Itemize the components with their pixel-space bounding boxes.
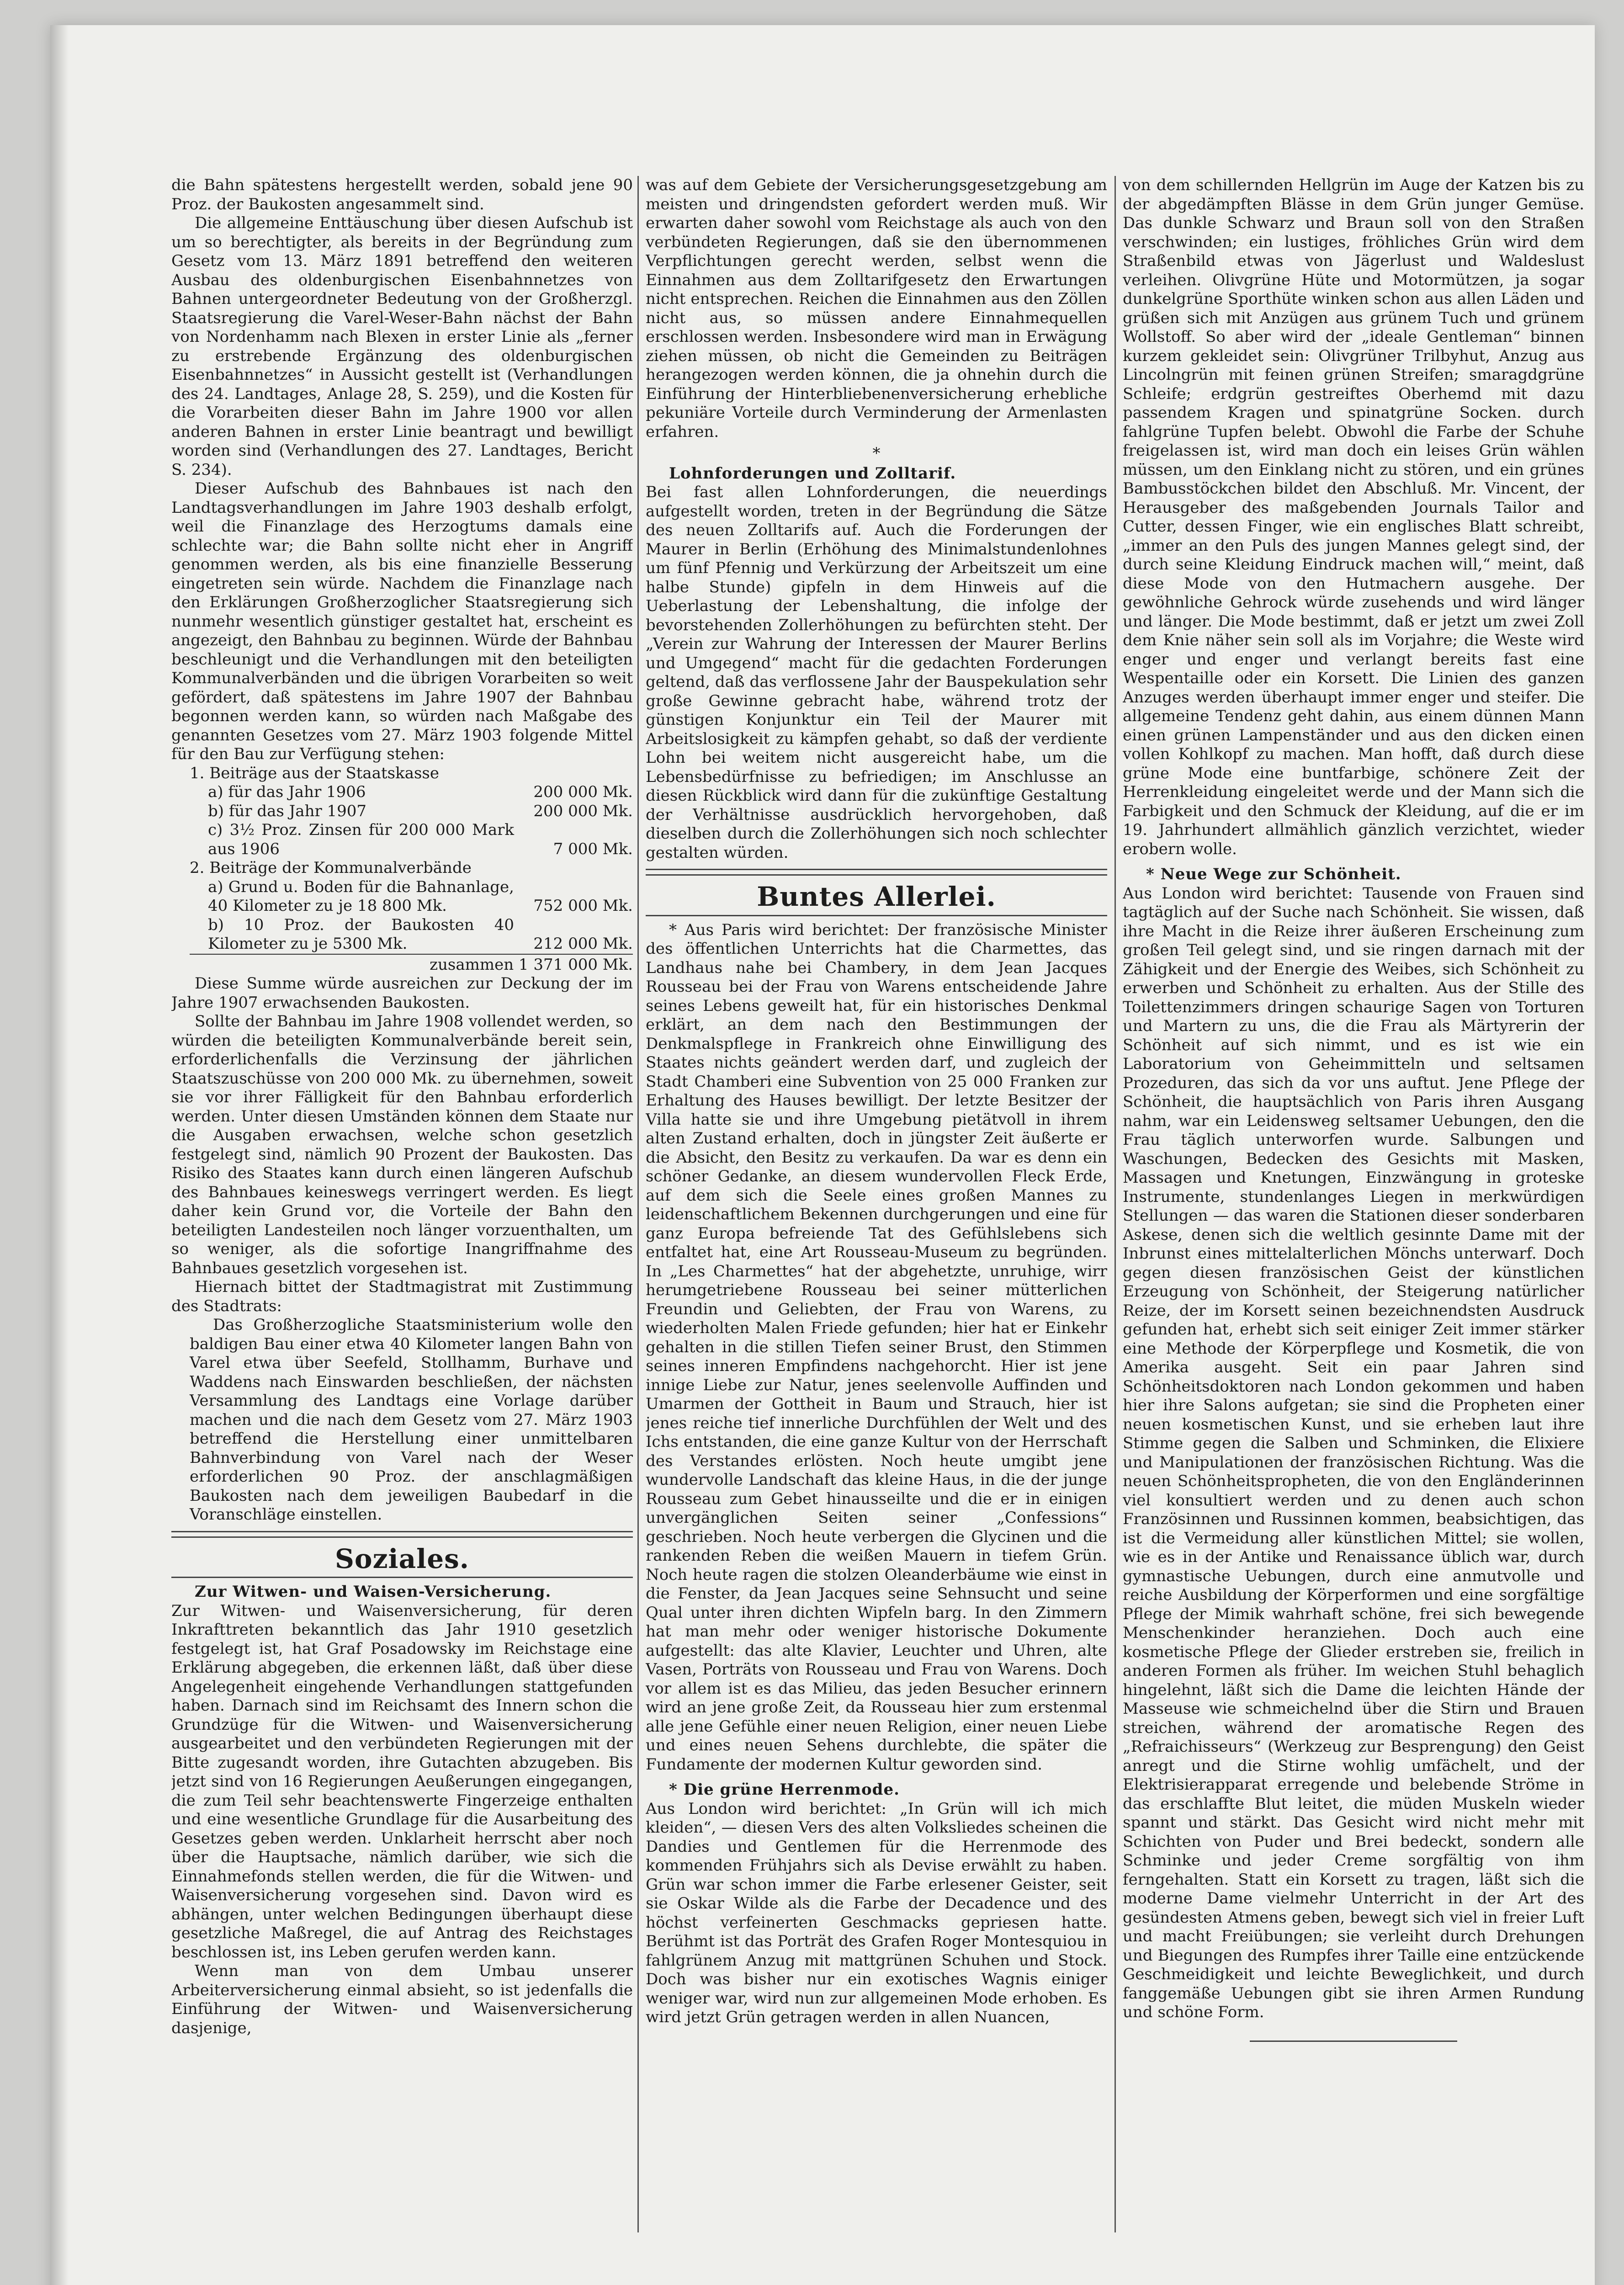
heading-rule (171, 1577, 633, 1578)
list-item: c) 3½ Proz. Zinsen für 200 000 Mark aus 1906 (208, 821, 514, 858)
list-item: a) für das Jahr 1906 (208, 783, 366, 801)
amount: 752 000 Mk. (533, 897, 633, 915)
amount: 7 000 Mk. (553, 840, 633, 858)
list-title: 2. Beiträge der Kommunalverbände (190, 859, 472, 877)
paragraph: Das Großherzogliche Staatsministerium wolle den baldigen Bau einer etwa 40 Kilometer langen Bahn von Varel etwa über Seefeld, Stollhamm, Burhave und Waddens nach Einswarden beschließen, der nächsten Versammlung des Landtags eine Vorlage darüber machen und die nach dem Gesetz vom 27. März 1903 betreffend die Herstellung einer unmittelbaren Bahnverbindung von Varel nach der Weser erforderlichen 90 Proz. der anschlagmäßigen Baukosten nach dem jeweiligen Baubedarf in die Voranschläge einstellen. (190, 1316, 633, 1524)
separator-star: * (872, 444, 881, 462)
list-item: b) 10 Proz. der Baukosten 40 Kilometer zu je 5300 Mk. (208, 915, 514, 953)
paragraph (171, 1583, 633, 1602)
amount: 200 000 Mk. (533, 783, 633, 801)
table-row (190, 878, 633, 916)
list-item: b) für das Jahr 1907 (208, 802, 367, 820)
paragraph: Hiernach bittet der Stadtmagistrat mit Zustimmung des Stadtrats: (171, 1278, 633, 1315)
section-divider (171, 1531, 633, 1538)
paragraph: die Bahn spätestens hergestellt werden, sobald jene 90 Proz. der Baukosten angesammelt sind. (171, 176, 633, 213)
paragraph: Zur Witwen- und Waisenversicherung, für deren Inkrafttreten bekanntlich das Jahr 1910 gesetzlich festgelegt ist, hat Graf Posadowsky im Reichstage eine Erklärung abgegeben, die erkennen läßt, daß über diese Angelegenheit eingehende Verhandlungen stattgefunden haben. Darnach sind im Reichsamt des Innern schon die Grundzüge für die Witwen- und Waisenversicherung ausgearbeitet und den verbündeten Regierungen mit der Bitte zugesandt worden, ihre Gutachten abzugeben. Bis jetzt sind von 16 Regierungen Aeußerungen eingegangen, die zum Teil sehr beachtenswerte Fingerzeige enthalten und eine wesentliche Grundlage für die Ausarbeitung des Gesetzes geben werden. Unklarheit herrscht aber noch über die Hauptsache, nämlich darüber, wie sich die Einnahmefonds stellen werden, die für die Witwen- und Waisenversicherung vorgesehen sind. Davon wird es abhängen, unter welchen Bedingungen überhaupt diese gesetzliche Maßregel, die auf Antrag des Reichstages beschlossen ist, ins Leben gerufen werden kann. (171, 1601, 633, 1961)
paragraph: Aus London wird berichtet: Tausende von Frauen sind tagtäglich auf der Suche nach Schönheit. Sie wissen, daß ihre Macht in die Reize ihrer äußeren Erscheinung zum großen Teil gelegt sind, und sie ringen darnach mit der Zähigkeit und der Energie des Weibes, sich Schönheit zu erwerben und Schönheit zu erhalten. Aus der Stille des Toilettenzimmers dringen schaurige Sagen von Torturen und Martern zu uns, die die Frau als Märtyrerin der Schönheit auf sich nimmt, und es ist wie ein Laboratorium von Geheimmitteln und seltsamen Prozeduren, das sich da vor uns auftut. Jene Pflege der Schönheit, die hauptsächlich von Paris ihren Ausgang nahm, war ein Leidensweg seltsamer Uebungen, den die Frau täglich unterworfen wurde. Salbungen und Waschungen, Bedecken des Gesichts mit Masken, Massagen und Knetungen, Einzwängung in groteske Instrumente, stundenlanges Liegen in merkwürdigen Stellungen — das waren die Stationen dieser sonderbaren Askese, denen sich die weltlich gesinnte Dame mit der Inbrunst eines mittelalterlichen Mönchs unterwarf. Doch gegen diesen französischen Geist der künstlichen Erzeugung von Schönheit, der Steigerung natürlicher Reize, der im Korsett seinen bezeichnendsten Ausdruck gefunden hat, erhebt sich seit einiger Zeit immer stärker eine Methode der Körperpflege und Kosmetik, die von Amerika ausgeht. Seit ein paar Jahren sind Schönheitsdoktoren nach London gekommen und haben hier ihre Salons aufgetan; sie sind die Propheten einer neuen kosmetischen Kunst, und sie erheben laut ihre Stimme gegen die Salben und Schminken, die Elixiere und Manipulationen der französischen Richtung. Was die neuen Schönheitspropheten, die von den Engländerinnen viel konsultiert werden und zu denen auch schon Französinnen und Russinnen kommen, beabsichtigen, das ist die Vermeidung aller künstlichen Mittel; sie wollen, wie es in der Antike und Renaissance üblich war, durch gymnastische Uebungen, durch eine anmutvolle und reiche Ausbildung der Körperformen und eine sorgfältige Pflege der Mimik wahrhaft schöne, frei sich bewegende Menschenkinder heranziehen. Doch auch eine kosmetische Pflege der Glieder erstreben sie, freilich in anderen Formen als früher. Im weichen Stuhl behaglich hingelehnt, läßt sich die Dame die leichten Hände der Masseuse wie schmeichelnd über die Stirn und Brauen streichen, während der aromatische Regen des „Refraichisseurs“ (Werkzeug zur Besprengung) den Geist anregt und die Stirne wohlig umfächelt, und der Elektrisierapparat erregende und belebende Ströme in das erschlaffte Blut leitet, die müden Muskeln wieder spannt und stärkt. Das Gesicht wird nicht mehr mit Schichten von Puder und Brei bedeckt, sondern alle Schminke und jeder Creme sorgfältig von ihm ferngehalten. Statt ein Korsett zu tragen, läßt sich die moderne Dame vielmehr Unterricht in der Art des gesündesten Atmens geben, bewegt sich viel in freier Luft und macht Freiübungen; sie verleiht durch Drehungen und Biegungen des Rumpfes ihrer Taille eine entzückende Geschmeidigkeit und leichte Beweglichkeit, und durch fanggemäße Uebungen gibt sie ihren Armen Rundung und schöne Form. (1123, 884, 1584, 2021)
column-rule (637, 176, 639, 2232)
article-subheading: * Die grüne Herrenmode. (669, 1780, 900, 1799)
funding-table-communal (190, 878, 633, 975)
binding-gutter (50, 25, 69, 2285)
amount: 200 000 Mk. (533, 802, 633, 820)
funding-table-state (190, 783, 633, 859)
paragraph: * Aus Paris wird berichtet: Der französische Minister des öffentlichen Unterrichts hat die Charmettes, das Landhaus nahe bei Chambery, in dem Jean Jacques Rousseau bei der Frau von Warens entscheidende Jahre seines Lebens geweilt hat, für ein historisches Denkmal erklärt, an dem nach den Bestimmungen der Denkmalspflege in Frankreich ohne Einwilligung des Staates nichts geändert werden darf, und zugleich der Stadt Chamberi eine Subvention von 25 000 Franken zur Erhaltung des Hauses bewilligt. Der letzte Besitzer der Villa hatte sie und ihre Umgebung pietätvoll in ihrem alten Zustand erhalten, doch in jüngster Zeit äußerte er die Absicht, den Besitz zu verkaufen. Da war es denn ein schöner Gedanke, an diesem wundervollen Fleck Erde, auf dem sich die Seele eines großen Mannes zu leidenschaftlichem Bekennen durchgerungen und eine für ganz Europa befreiende Tat des Gefühlslebens sich entfaltet hat, eine Art Rousseau-Museum zu begründen. In „Les Charmettes“ hat der abgehetzte, unruhige, wirr herumgetriebene Rousseau bei seiner mütterlichen Freundin und Geliebten, der Frau von Warens, zu wiederholten Malen Friede gefunden; hier hat er Einkehr gehalten in die stillen Tiefen seiner Brust, den Stimmen seines inneren Empfindens nachgehorcht. Hier ist jene innige Liebe zur Natur, jenes seelenvolle Auffinden und Umarmen der Gottheit in Baum und Strauch, hier ist jenes reiche tief innerliche Durchfühlen der Welt und des Ichs entstanden, die eine ganze Kultur von der Herrschaft des Verstandes erlösten. Noch heute umgibt jene wundervolle Landschaft das kleine Haus, in die der junge Rousseau zum Gebet hinausseilte und die er in einigen unvergänglichen Seiten seiner „Confessions“ geschrieben. Noch heute verbergen die Glycinen und die rankenden Reben die weißen Mauern in tiefem Grün. Noch heute ragen die stolzen Oleanderbäume wie einst in die Fenster, da Jean Jacques seine Sehnsucht und seine Qual unter ihren dichten Wipfeln barg. In den Zimmern hat man mehr oder weniger historische Dokumente aufgestellt: das alte Klavier, Leuchter und Uhren, alte Vasen, Porträts von Rousseau und Frau von Warens. Doch vor allem ist es das Milieu, das jeden Besucher erinnern wird an jene große Zeit, da Rousseau hier zum erstenmal alle jene Gefühle einer neuen Religion, einer neuen Liebe und eines neuen Sehens durchlebte, die später die Fundamente der modernen Kultur geworden sind. (646, 920, 1107, 1774)
paragraph (646, 464, 1107, 484)
section-heading-buntes: Buntes Allerlei. (757, 881, 996, 912)
funding-list (190, 764, 633, 975)
column-2 (646, 176, 1107, 2232)
paragraph: Die allgemeine Enttäuschung über diesen Aufschub ist um so berechtigter, als bereits in der Begründung zum Gesetz vom 13. März 1891 betreffend den weiteren Ausbau des oldenburgischen Eisenbahnnetzes von Bahnen untergeordneter Bedeutung von der Großherzgl. Staatsregierung die Varel-Weser-Bahn nächst der Bahn von Nordenhamm nach Blexen in erster Linie als „ferner zu erstrebende Ergänzung des oldenburgischen Eisenbahnnetzes“ in Aussicht gestellt ist (Verhandlungen des 24. Landtages, Anlage 28, S. 259), und die Kosten für die Vorarbeiten dieser Bahn im Jahre 1900 vor allen anderen Bahnen in erster Linie beantragt und bewilligt worden sind (Verhandlungen des 27. Landtages, Bericht S. 234). (171, 214, 633, 479)
section-divider (646, 869, 1107, 876)
article-subheading: Zur Witwen- und Waisen-Versicherung. (195, 1583, 552, 1601)
paragraph (646, 1780, 1107, 1800)
paragraph: Sollte der Bahnbau im Jahre 1908 vollendet werden, so würden die beteiligten Kommunalverbände bereit sein, erforderlichenfalls die Verzinsung der jährlichen Staatszuschüsse von 200 000 Mk. zu übernehmen, soweit sie vor ihrer Fälligkeit für den Bahnbau erforderlich werden. Unter diesen Umständen können dem Staate nur die Ausgaben erwachsen, welche schon gesetzlich festgelegt sind, nämlich 90 Prozent der Baukosten. Das Risiko des Staates kann durch einen längeren Aufschub des Bahnbaues keineswegs verringert werden. Es liegt daher kein Grund vor, die Vorteile der Bahn den beteiligten Landesteilen noch länger vorzuenthalten, um so weniger, als die sofortige Inangriffnahme des Bahnbaues gesetzlich vorgesehen ist. (171, 1012, 633, 1277)
column-1 (171, 176, 633, 2232)
table-row (190, 783, 633, 802)
article-subheading: Lohnforderungen und Zolltarif. (669, 464, 956, 483)
paragraph: Dieser Aufschub des Bahnbaues ist nach den Landtagsverhandlungen im Jahre 1903 deshalb erfolgt, weil die Finanzlage des Herzogtums damals eine schlechte war; die Bahn sollte nicht eher in Angriff genommen werden, als bis eine finanzielle Besserung eingetreten sein würde. Nachdem die Finanzlage nach den Erklärungen Großherzoglicher Staatsregierung sich nunmehr wesentlich günstiger gestaltet hat, erscheint es angezeigt, den Bahnbau zu beginnen. Würde der Bahnbau beschleunigt und die Verhandlungen mit den beteiligten Kommunalverbänden und die übrigen Vorarbeiten so weit gefördert, daß spätestens im Jahre 1907 der Bahnbau begonnen werden kann, so würden nach Maßgabe des genannten Gesetzes vom 27. März 1903 folgende Mittel für den Bau zur Verfügung stehen: (171, 479, 633, 763)
table-row (190, 821, 633, 859)
article-subheading: * Neue Wege zur Schönheit. (1146, 865, 1401, 883)
total-amount: zusammen 1 371 000 Mk. (190, 954, 633, 975)
table-row (190, 802, 633, 821)
paragraph: was auf dem Gebiete der Versicherungsgesetzgebung am meisten und dringendsten gefordert werden muß. Wir erwarten daher sowohl vom Reichstage als auch von den verbündeten Regierungen, daß sie den übernommenen Verpflichtungen gerecht werden, selbst wenn die Einnahmen aus dem Zolltarifgesetz den Erwartungen nicht entsprechen. Reichen die Einnahmen aus den Zöllen nicht aus, so müssen andere Einnahmequellen erschlossen werden. Insbesondere wird man in Erwägung ziehen müssen, ob nicht die Gemeinden zu Beiträgen herangezogen werden können, die ja ohnehin durch die Einführung der Hinterbliebenenversicherung erhebliche pekuniäre Vorteile durch Verminderung der Armenlasten erfahren. (646, 176, 1107, 441)
section-heading-soziales: Soziales. (335, 1543, 469, 1574)
paragraph: Bei fast allen Lohnforderungen, die neuerdings aufgestellt worden, treten in der Begründung die Sätze des neuen Zolltarifs auf. Auch die Forderungen der Maurer in Berlin (Erhöhung des Minimalstundenlohnes um fünf Pfennig und Verkürzung der Arbeitszeit um eine halbe Stunde) gipfeln in dem Hinweis auf die Ueberlastung der Lebenshaltung, die infolge der bevorstehenden Zollerhöhungen zu befürchten steht. Der „Verein zur Wahrung der Interessen der Maurer Berlins und Umgegend“ macht für die gedachten Forderungen geltend, daß das verflossene Jahr der Bauspekulation sehr große Gewinne gebracht habe, während trotz der günstigen Konjunktur ein Teil der Maurer mit Arbeitslosigkeit zu kämpfen gehabt, so daß der verdiente Lohn bei weitem nicht ausgereicht habe, um die Lebensbedürfnisse zu befriedigen; im Anschlusse an diesen Rückblick wird dann für die zukünftige Gestaltung der Verhältnisse ausdrücklich hervorgehoben, daß dieselben durch die Zollerhöhungen sich noch schlechter gestalten würden. (646, 483, 1107, 862)
amount: 212 000 Mk. (533, 935, 633, 953)
paragraph: Wenn man von dem Umbau unserer Arbeiterversicherung einmal absieht, so ist jedenfalls die Einführung der Witwen- und Waisenversicherung dasjenige, (171, 1962, 633, 2037)
table-row (190, 916, 633, 954)
table-row (190, 954, 633, 975)
column-rule (1115, 176, 1116, 2232)
column-3 (1123, 176, 1584, 2232)
paragraph: Diese Summe würde ausreichen zur Deckung der im Jahre 1907 erwachsenden Baukosten. (171, 974, 633, 1012)
paragraph: Aus London wird berichtet: „In Grün will ich mich kleiden“, — diesen Vers des alten Volksliedes scheinen die Dandies und Gentlemen für die Herrenmode des kommenden Frühjahrs sich als Devise erwählt zu haben. Grün war schon immer die Farbe erlesener Geister, seit sie Oskar Wilde als die Farbe der Decadence und des höchst verfeinerten Geschmacks gepriesen hatte. Berühmt ist das Porträt des Grafen Roger Montesquiou in fahlgrünem Anzug mit mattgrünen Schuhen und Stock. Doch was bisher nur ein exotisches Wagnis einiger weniger war, wird nun zur allgemeinen Mode erhoben. Es wird jetzt Grün getragen werden in allen Nuancen, (646, 1799, 1107, 2026)
paragraph: von dem schillernden Hellgrün im Auge der Katzen bis zu der abgedämpften Blässe in dem Grün junger Gemüse. Das dunkle Schwarz und Braun soll von den Straßen verschwinden; ein lustiges, fröhliches Grün wird dem Straßenbild etwas von Jägerlust und Waldeslust verleihen. Olivgrüne Hüte und Motormützen, ja sogar dunkelgrüne Sporthüte winken schon aus allen Läden und grüßen sich mit Anzügen aus grünem Tuch und grünem Wollstoff. So aber wird der „ideale Gentleman“ binnen kurzem gekleidet sein: Olivgrüner Trilbyhut, Anzug aus Lincolngrün mit feinen grünen Streifen; smaragdgrüne Schleife; erdgrün gestreiftes Oberhemd mit dazu passendem Kragen und spinatgrüne Socken. durch fahlgrüne Tupfen belebt. Obwohl die Farbe der Schuhe freigelassen ist, wird man doch ein leises Grün wählen müssen, um den Einklang nicht zu stören, und ein grünes Bambusstöckchen bildet den Abschluß. Mr. Vincent, der Herausgeber des maßgebenden Journals Tailor and Cutter, dessen Finger, wie ein englisches Blatt schreibt, „immer an den Puls des jungen Mannes gelegt sind, der durch seine Kleidung Eindruck machen will,“ meint, daß diese Mode von den Hutmachern ausgehe. Der gewöhnliche Gehrock würde zusehends und wird länger und länger. Die Mode bestimmt, daß er jetzt um zwei Zoll dem Knie näher sein soll als im Vorjahre; die Weste wird enger und enger und verlangt bereits fast eine Wespentaille oder ein Korsett. Die Linien des ganzen Anzuges werden überhaupt immer enger und steifer. Die allgemeine Tendenz geht dahin, aus einem dünnen Mann einen grünen Lampenständer und aus den dicken einen vollen Kohlkopf zu machen. Man hofft, daß durch diese grüne Mode eine buntfarbige, schönere Zeit der Herrenkleidung eingeleitet werde und der Mann sich die Farbigkeit und den Schmuck der Kleidung, auf die er im 19. Jahrhundert allmählich gänzlich verzichtet, wieder erobern wolle. (1123, 176, 1584, 858)
list-title: 1. Beiträge aus der Staatskasse (190, 764, 439, 782)
newspaper-page (50, 25, 1595, 2285)
list-item: a) Grund u. Boden für die Bahnanlage, 40 Kilometer zu je 18 800 Mk. (208, 877, 514, 915)
heading-rule (646, 915, 1107, 916)
paragraph (1123, 865, 1584, 884)
end-rule (1250, 2041, 1458, 2042)
